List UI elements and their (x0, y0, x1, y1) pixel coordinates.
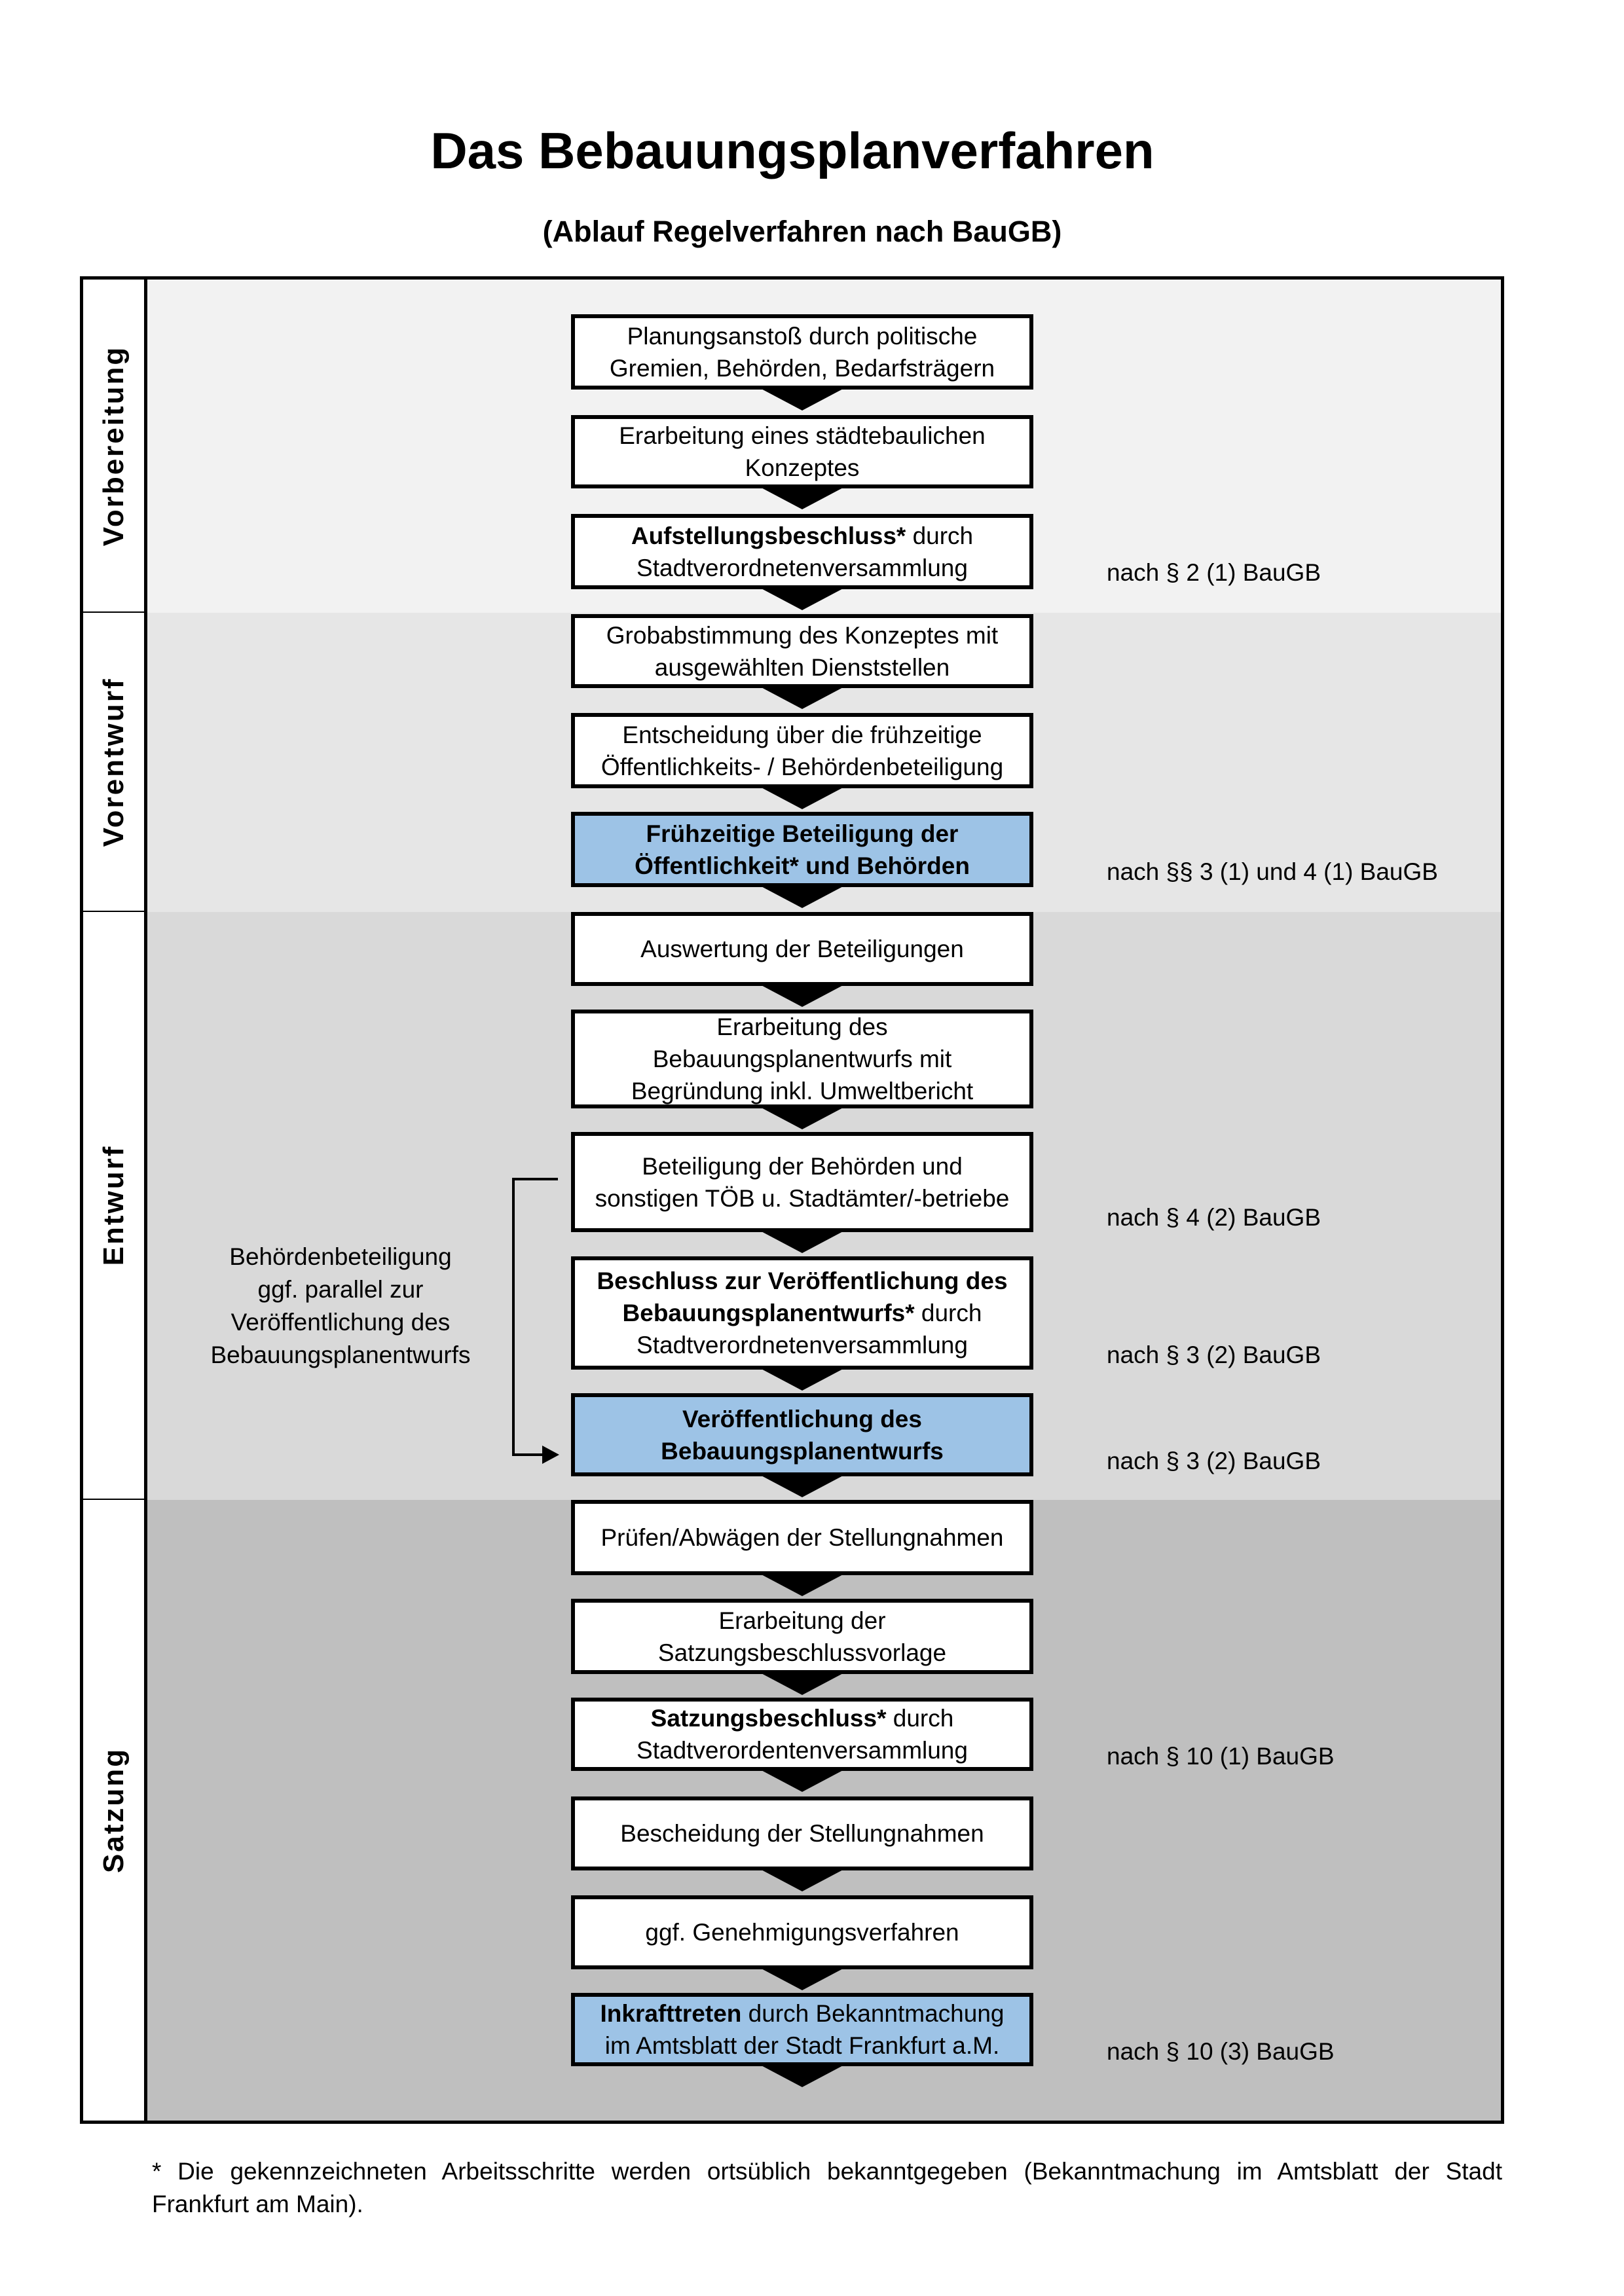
step-text: Planungsanstoß durch politische (627, 322, 978, 350)
step-line (635, 850, 970, 882)
step-text-bold: Bebauungsplanentwurfs* (622, 1300, 915, 1326)
step-text-bold: Veröffentlichung des (682, 1405, 922, 1432)
legal-reference: nach §§ 3 (1) und 4 (1) BauGB (1107, 858, 1438, 885)
arrow-down-icon (758, 685, 847, 709)
step-line (658, 1637, 946, 1669)
process-step (571, 1132, 1033, 1232)
process-step (571, 912, 1033, 986)
arrow-down-icon (758, 587, 847, 610)
side-note-line: Bebauungsplanentwurfs (210, 1341, 471, 1368)
process-step (571, 812, 1033, 887)
step-text-bold: Inkrafttreten (600, 2000, 742, 2027)
step-text: ausgewählten Dienststellen (654, 653, 950, 681)
step-line (646, 818, 959, 850)
step-text: Stadtverordnetenversammlung (637, 554, 968, 581)
arrow-down-icon (758, 1367, 847, 1391)
step-line (631, 520, 973, 552)
arrow-down-icon (758, 1671, 847, 1695)
step-line (597, 1265, 1007, 1297)
process-step (571, 1256, 1033, 1370)
step-text: durch Bekanntmachung (741, 2000, 1005, 2027)
step-text: Gremien, Behörden, Bedarfsträgern (609, 354, 995, 382)
process-step (571, 1895, 1033, 1969)
step-line (600, 1522, 1003, 1554)
step-text: Stadtverordentenversammlung (637, 1737, 968, 1764)
step-text: durch (906, 522, 974, 549)
step-text-bold: Öffentlichkeit* und Behörden (635, 852, 970, 879)
arrow-down-icon (758, 1868, 847, 1891)
process-step (571, 514, 1033, 589)
step-text: Prüfen/Abwägen der Stellungnahmen (600, 1524, 1004, 1551)
step-line (620, 1817, 984, 1850)
page-title: Das Bebauungsplanverfahren (430, 122, 1154, 179)
step-text: Begründung inkl. Umweltbericht (631, 1078, 974, 1104)
step-text: Auswertung der Beteiligungen (640, 936, 964, 962)
step-text: Beteiligung der Behörden und (642, 1152, 963, 1180)
legal-reference: nach § 3 (2) BauGB (1107, 1448, 1321, 1474)
arrow-down-icon (758, 387, 847, 410)
arrow-down-icon (758, 1768, 847, 1792)
side-note (177, 1241, 504, 1372)
process-step (571, 1500, 1033, 1575)
step-line (745, 452, 860, 484)
arrow-down-icon (758, 486, 847, 509)
footnote-line: Frankfurt am Main). (152, 2191, 363, 2217)
step-text: im Amtsblatt der Stadt Frankfurt a.M. (604, 2032, 1000, 2059)
step-text-bold: Beschluss zur Veröffentlichung des (597, 1267, 1008, 1294)
arrow-down-icon (758, 786, 847, 809)
step-line (595, 1182, 1010, 1214)
process-step (571, 1599, 1033, 1674)
step-line (716, 1011, 887, 1043)
step-text-bold: Aufstellungsbeschluss* (631, 522, 906, 549)
step-text-bold: Satzungsbeschluss* (650, 1705, 887, 1732)
arrow-down-icon (758, 884, 847, 908)
section-label: Satzung (97, 1747, 130, 1874)
step-line (645, 1916, 959, 1948)
arrow-down-icon (758, 983, 847, 1007)
step-line (642, 1150, 963, 1182)
side-note-line: ggf. parallel zur (257, 1276, 424, 1303)
step-line (682, 1403, 922, 1435)
step-line (623, 1297, 982, 1329)
arrow-down-icon (758, 1474, 847, 1497)
step-text: Stadtverordnetenversammlung (637, 1332, 968, 1358)
step-line (619, 420, 986, 452)
step-text: Bebauungsplanentwurfs mit (652, 1046, 952, 1072)
process-step (571, 314, 1033, 390)
legal-reference: nach § 10 (1) BauGB (1107, 1743, 1335, 1770)
arrow-down-icon (758, 1230, 847, 1253)
step-line (631, 1075, 973, 1107)
side-note-line: Behördenbeteiligung (229, 1243, 452, 1270)
step-line (601, 751, 1003, 783)
step-text: Bescheidung der Stellungnahmen (620, 1820, 984, 1847)
step-text: Konzeptes (745, 454, 860, 481)
step-line (651, 1702, 954, 1734)
process-step (571, 713, 1033, 788)
legal-reference: nach § 2 (1) BauGB (1107, 559, 1321, 586)
section-label: Vorbereitung (97, 345, 130, 546)
process-step (571, 614, 1033, 688)
step-line (655, 651, 950, 683)
step-text: Satzungsbeschlussvorlage (657, 1639, 947, 1666)
process-step (571, 1796, 1033, 1870)
step-text: Entscheidung über die frühzeitige (622, 721, 982, 748)
process-step (571, 1393, 1033, 1476)
step-line (610, 352, 995, 384)
side-note-line: Veröffentlichung des (231, 1309, 451, 1336)
step-line (600, 1997, 1005, 2030)
step-text: Grobabstimmung des Konzeptes mit (606, 621, 999, 649)
arrow-down-icon (758, 1967, 847, 1990)
process-step (571, 1698, 1033, 1771)
step-line (637, 1734, 968, 1766)
legal-reference: nach § 4 (2) BauGB (1107, 1204, 1321, 1231)
section-label: Vorentwurf (97, 677, 130, 847)
step-text: Erarbeitung der (718, 1607, 886, 1634)
bracket-connector-top (512, 1178, 558, 1180)
step-line (661, 1435, 944, 1467)
step-text: Erarbeitung eines städtebaulichen (619, 422, 986, 449)
process-step (571, 1010, 1033, 1108)
step-text: durch (886, 1705, 954, 1732)
process-step (571, 1993, 1033, 2066)
step-line (653, 1043, 952, 1075)
section-label: Entwurf (97, 1144, 130, 1266)
step-text: Öffentlichkeits- / Behördenbeteiligung (600, 753, 1004, 780)
step-text: sonstigen TÖB u. Stadtämter/-betriebe (595, 1184, 1010, 1212)
legal-reference: nach § 3 (2) BauGB (1107, 1341, 1321, 1368)
legal-reference: nach § 10 (3) BauGB (1107, 2038, 1335, 2065)
bracket-connector-vertical (512, 1178, 515, 1456)
step-text-bold: Bebauungsplanentwurfs (661, 1437, 944, 1465)
step-line (637, 552, 968, 584)
arrow-down-icon (758, 1106, 847, 1129)
step-line (622, 719, 982, 751)
step-line (637, 1329, 968, 1361)
step-text: durch (914, 1300, 982, 1326)
step-line (640, 933, 964, 965)
arrow-down-icon (758, 1573, 847, 1596)
footnote-line: * Die gekennzeichneten Arbeitsschritte werden ortsüblich bekanntgegeben (Bekanntmachung im Amtsblatt der Stadt (152, 2158, 1502, 2185)
step-text: ggf. Genehmigungsverfahren (645, 1919, 959, 1946)
step-line (605, 2030, 999, 2062)
step-text-bold: Frühzeitige Beteiligung der (646, 820, 959, 847)
step-line (606, 619, 998, 651)
bracket-connector-bottom (512, 1453, 545, 1456)
arrow-down-icon (758, 2064, 847, 2087)
page-subtitle: (Ablauf Regelverfahren nach BauGB) (542, 215, 1062, 248)
process-step (571, 415, 1033, 488)
footnote (152, 2155, 1502, 2221)
step-line (718, 1605, 885, 1637)
step-text: Erarbeitung des (716, 1013, 888, 1040)
arrow-right-icon (542, 1446, 559, 1464)
step-line (627, 320, 978, 352)
